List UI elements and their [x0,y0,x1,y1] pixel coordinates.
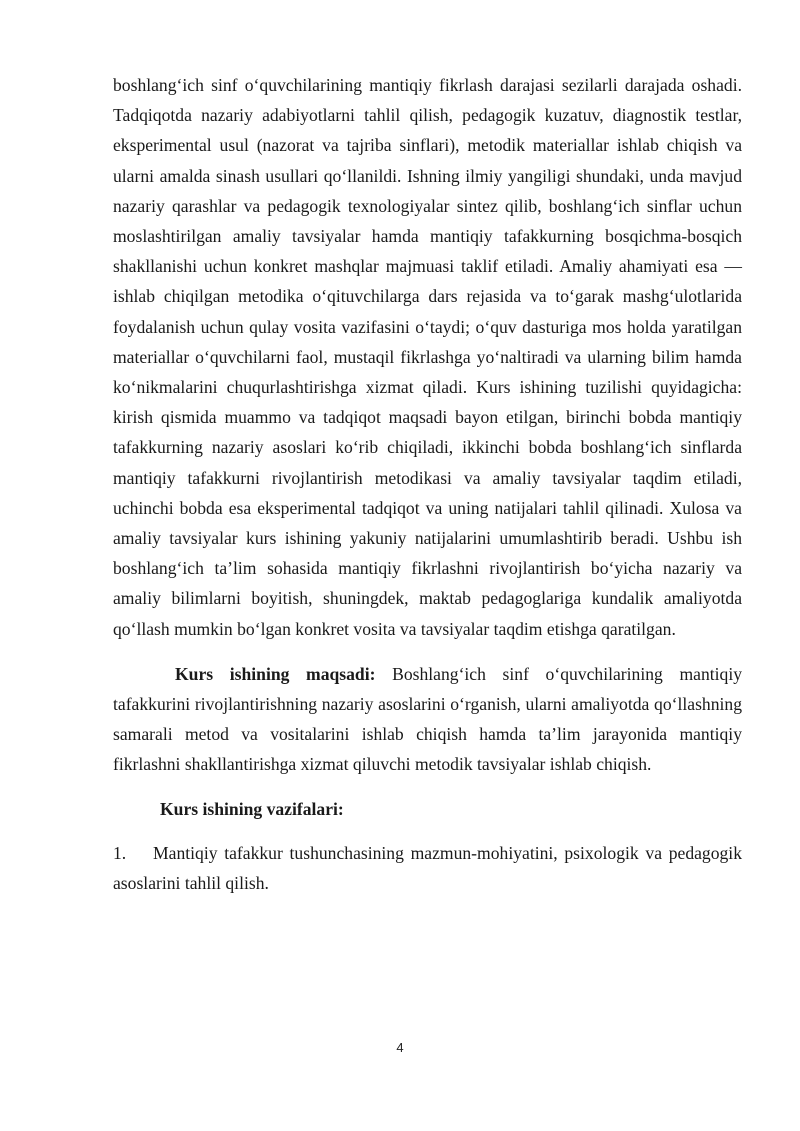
list-item-text: Mantiqiy tafakkur tushunchasining mazmun-mohiyatini, psixologik va pedagogik asoslarini tahlil qilish. [113,842,742,894]
aim-text: Boshlang‘ich sinf o‘quvchilarining mantiqiy tafakkurini rivojlantirishning nazariy asoslarini o‘rganish, ularni amaliyotda qo‘llashning samarali metod va vositalarini ishlab chiqish hamda ta’lim jarayonida mantiqiy fikrlashni shakllantirishga xizmat qiluvchi metodik tavsiyalar ishlab chiqish. [113,663,743,775]
tasks-heading [113,794,742,824]
aim-label: Kurs ishining maqsadi: [175,663,376,684]
page-number: 4 [396,1040,404,1055]
body-paragraph: boshlang‘ich sinf o‘quvchilarining mantiqiy fikrlash darajasi sezilarli darajada oshadi. Tadqiqotda nazariy adabiyotlarni tahlil qilish, pedagogik kuzatuv, diagnostik testlar, eksperimental usul (nazorat va tajriba sinflari), metodik materiallar ishlab chiqish va ularni amalda sinash usullari qo‘llanildi. Ishning ilmiy yangiligi shundaki, unda mavjud nazariy qarashlar va pedagogik texnologiyalar sintez qilib, boshlang‘ich sinflar uchun moslashtirilgan amaliy tavsiyalar hamda mantiqiy tafakkurning bosqichma-bosqich shakllanishi uchun konkret mashqlar majmuasi taklif etiladi. Amaliy ahamiyati esa — ishlab chiqilgan metodika o‘qituvchilarga dars rejasida va to‘garak mashg‘ulotlarida foydalanish uchun qulay vosita vazifasini o‘taydi; o‘quv dasturiga mos holda yaratilgan materiallar o‘quvchilarni faol, mustaqil fikrlashga yo‘naltiradi va ularning bilim hamda ko‘nikmalarini chuqurlashtirishga xizmat qiladi. Kurs ishining tuzilishi quyidagicha: kirish qismida muammo va tadqiqot maqsadi bayon etilgan, birinchi bobda mantiqiy tafakkurning nazariy asoslari ko‘rib chiqiladi, ikkinchi bobda boshlang‘ich sinflarda mantiqiy tafakkurni rivojlantirish metodikasi va amaliy tavsiyalar taqdim etiladi, uchinchi bobda esa eksperimental tadqiqot va uning natijalari tahlil qilinadi. Xulosa va amaliy tavsiyalar kurs ishining yakuniy natijalarini umumlashtirib beradi. Ushbu ish boshlang‘ich ta’lim sohasida mantiqiy fikrlashni rivojlantirish bo‘yicha nazariy va amaliy bilimlarni boyitish, shuningdek, maktab pedagoglariga kundalik amaliyotda qo‘llash mumkin bo‘lgan konkret vosita va tavsiyalar taqdim etishga qaratilgan. [113,75,742,639]
aim-paragraph [113,659,742,780]
list-item [113,838,742,898]
tasks-heading-text: Kurs ishining vazifalari: [160,798,344,819]
list-item-number: 1. [113,842,127,863]
document-page [113,70,742,898]
